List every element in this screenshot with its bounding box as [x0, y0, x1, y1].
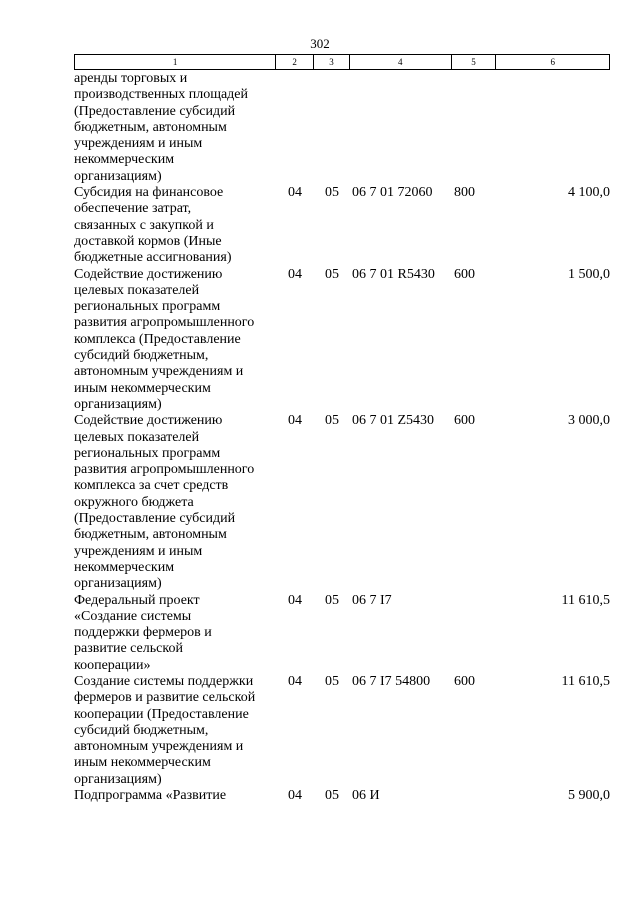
column-header-4: 4: [350, 55, 452, 69]
row-section: 04: [288, 185, 302, 201]
row-expense-type: 600: [454, 266, 475, 282]
table-row: [74, 267, 610, 414]
row-amount: 1 500,0: [568, 266, 610, 282]
column-header-2: 2: [276, 55, 314, 69]
column-header-1: 1: [75, 55, 276, 69]
table-row: [74, 71, 610, 185]
budget-table-body: [74, 71, 610, 804]
row-amount: 11 610,5: [561, 673, 610, 689]
row-expense-type: 800: [454, 185, 475, 201]
row-name: аренды торговых и производственных площадей (Предоставление субсидий бюджетным, автономным учреждениям и иным некоммерческим организациям): [74, 71, 249, 184]
row-target-article: 06 7 I7: [352, 592, 392, 608]
row-amount: 3 000,0: [568, 413, 610, 429]
row-name: Содействие достижению целевых показателей региональных программ развития агропромышленного комплекса за счет средств окружного бюджета (Предоставление субсидий бюджетным, автономным учреждениям и иным некоммерческим организациям): [74, 413, 255, 592]
row-amount: 4 100,0: [568, 185, 610, 201]
column-header-6: 6: [550, 57, 555, 67]
row-name: Создание системы поддержки фермеров и развитие сельской кооперации (Предоставление субсидий бюджетным, автономным учреждениям и иным некоммерческим организациям): [74, 673, 256, 787]
row-section: 04: [288, 266, 302, 282]
table-header: [74, 54, 610, 70]
row-name: Содействие достижению целевых показателей региональных программ развития агропромышленного комплекса (Предоставление субсидий бюджетным, автономным учреждениям и иным некоммерческим организациям): [74, 266, 255, 412]
row-target-article: 06 7 01 R5430: [352, 266, 435, 282]
row-section: 04: [288, 788, 302, 804]
row-target-article: 06 И: [352, 788, 380, 804]
row-amount: 5 900,0: [568, 788, 610, 804]
row-expense-type: 600: [454, 673, 475, 689]
row-section: 04: [288, 673, 302, 689]
row-subsection: 05: [325, 266, 339, 282]
row-target-article: 06 7 I7 54800: [352, 673, 431, 689]
row-subsection: 05: [325, 788, 339, 804]
row-name: Субсидия на финансовое обеспечение затрат, связанных с закупкой и доставкой кормов (Иные бюджетные ассигнования): [74, 185, 232, 266]
column-header-5: 5: [452, 55, 497, 69]
table-row: [74, 788, 610, 804]
table-row: [74, 413, 610, 592]
page-number: 302: [310, 36, 330, 51]
row-section: 04: [288, 413, 302, 429]
row-target-article: 06 7 01 72060: [352, 185, 433, 201]
row-subsection: 05: [325, 592, 339, 608]
row-expense-type: 600: [454, 413, 475, 429]
row-subsection: 05: [325, 185, 339, 201]
row-subsection: 05: [325, 413, 339, 429]
row-target-article: 06 7 01 Z5430: [352, 413, 435, 429]
row-amount: 11 610,5: [561, 592, 610, 608]
table-row: [74, 185, 610, 266]
table-row: [74, 674, 610, 788]
row-name: Федеральный проект «Создание системы поддержки фермеров и развитие сельской кооперации»: [74, 592, 212, 673]
column-header-3: 3: [314, 55, 350, 69]
row-name: Подпрограмма «Развитие: [74, 788, 227, 804]
row-section: 04: [288, 592, 302, 608]
table-row: [74, 593, 610, 674]
row-subsection: 05: [325, 673, 339, 689]
